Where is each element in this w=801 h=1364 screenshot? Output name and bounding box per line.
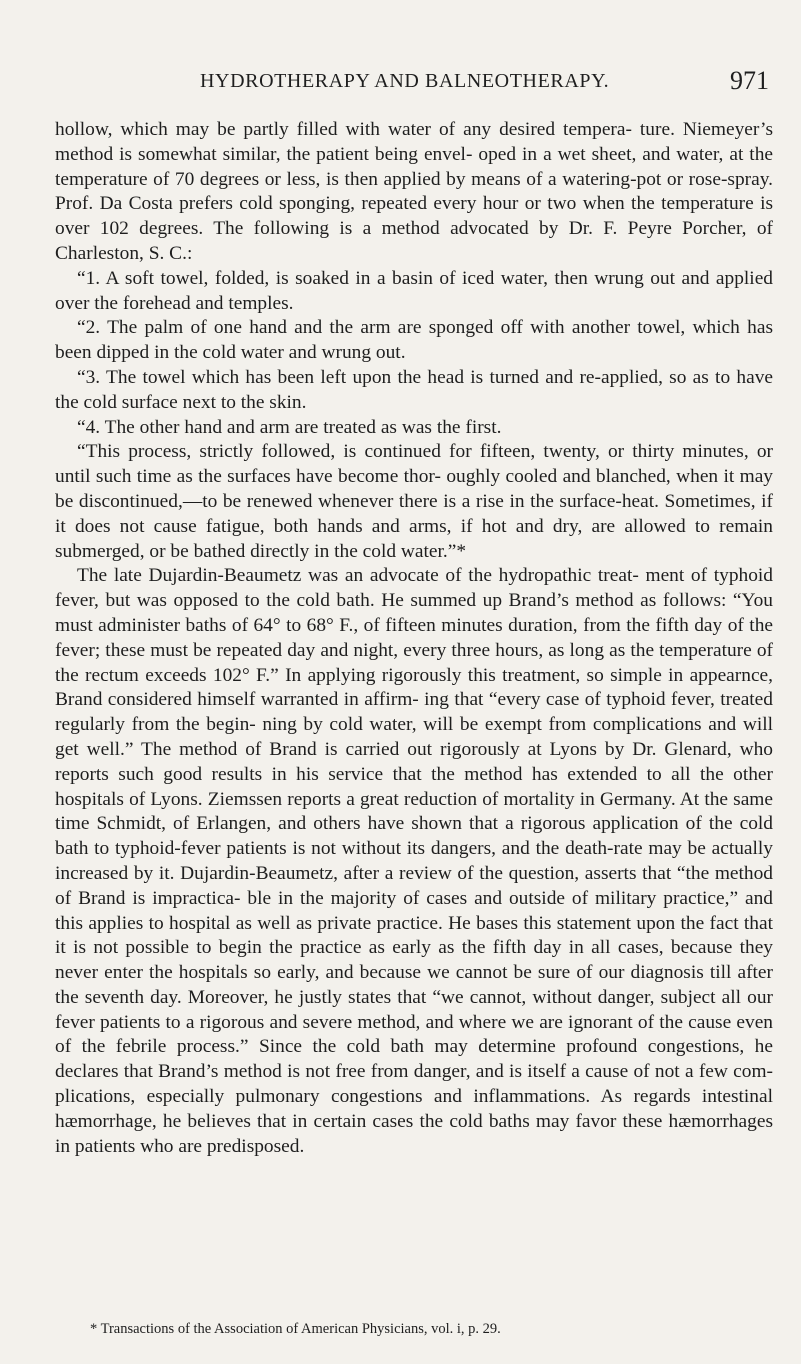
running-head: HYDROTHERAPY AND BALNEOTHERAPY. — [200, 70, 610, 92]
paragraph-step-1: “1. A soft towel, folded, is soaked in a basin of iced water, then wrung out and applied over the forehead and temples. — [55, 267, 773, 314]
paragraph-step-2: “2. The palm of one hand and the arm are sponged off with another towel, which has been dipped in the cold water and wrung out. — [55, 317, 773, 364]
paragraph-intro: hollow, which may be partly filled with water of any desired tempera- ture. Niemeyer’s method is somewhat similar, the patient being envel- oped in a wet sheet, and water, at the temperature of 70 degrees or less, is then applied by means of a watering-pot or rose-spray. Prof. Da Costa prefers cold sponging, repeated every hour or two when the temperature is over 102 degrees. The following is a method advocated by Dr. F. Peyre Porcher, of Charleston, S. C.: — [55, 119, 773, 264]
page-number: 971 — [730, 66, 769, 95]
paragraph-step-3: “3. The towel which has been left upon the head is turned and re-applied, so as to have the cold surface next to the skin. — [55, 366, 773, 413]
paragraph-dujardin-beaumetz: The late Dujardin-Beaumetz was an advocate of the hydropathic treat- ment of typhoid fever, but was opposed to the cold bath. He summed up Brand’s method as follows: “You must administer baths of 64° to 68° F., of fifteen minutes duration, from the fifth day of the fever; these must be repeated day and night, every three hours, as long as the temperature of the rectum exceeds 102° F.” In applying rigorously this treatment, so simple in appearnce, Brand considered himself warranted in affirm- ing that “every case of typhoid fever, treated regularly from the begin- ning by cold water, will be exempt from complications and will get well.” The method of Brand is carried out rigorously at Lyons by Dr. Glenard, who reports such good results in his service that the method has extended to all the other hospitals of Lyons. Ziemssen reports a great reduction of mortality in Germany. At the same time Schmidt, of Erlangen, and others have shown that a rigorous application of the cold bath to typhoid-fever patients is not without its dangers, and the death-rate may be actually increased by it. Dujardin-Beaumetz, after a review of the question, asserts that “the method of Brand is impractica- ble in the majority of cases and outside of military practice,” and this applies to hospital as well as private practice. He bases this statement upon the fact that it is not possible to begin the practice as early as the fifth day in all cases, because they never enter the hospitals so early, and because we cannot be sure of our diagnosis till after the seventh day. Moreover, he justly states that “we cannot, without danger, subject all our fever patients to a rigorous and severe method, and where we are ignorant of the cause even of the febrile process.” Since the cold bath may determine profound congestions, he declares that Brand’s method is not free from danger, and is itself a cause of not a few com- plications, especially pulmonary congestions and inflammations. As regards intestinal hæmorrhage, he believes that in certain cases the cold baths may favor these hæmorrhages in patients who are predisposed. — [55, 565, 773, 1157]
paragraph-process: “This process, strictly followed, is continued for fifteen, twenty, or thirty minutes, or until such time as the surfaces have become thor- oughly cooled and blanched, when it may be discontinued,—to be renewed whenever there is a rise in the surface-heat. Sometimes, if it does not cause fatigue, both hands and arms, if hot and dry, are allowed to remain submerged, or be bathed directly in the cold water.”* — [55, 441, 773, 562]
footnote: * Transactions of the Association of American Physicians, vol. i, p. 29. — [90, 1321, 501, 1337]
paragraph-step-4: “4. The other hand and arm are treated as was the first. — [77, 416, 502, 438]
body-text — [55, 118, 773, 1159]
